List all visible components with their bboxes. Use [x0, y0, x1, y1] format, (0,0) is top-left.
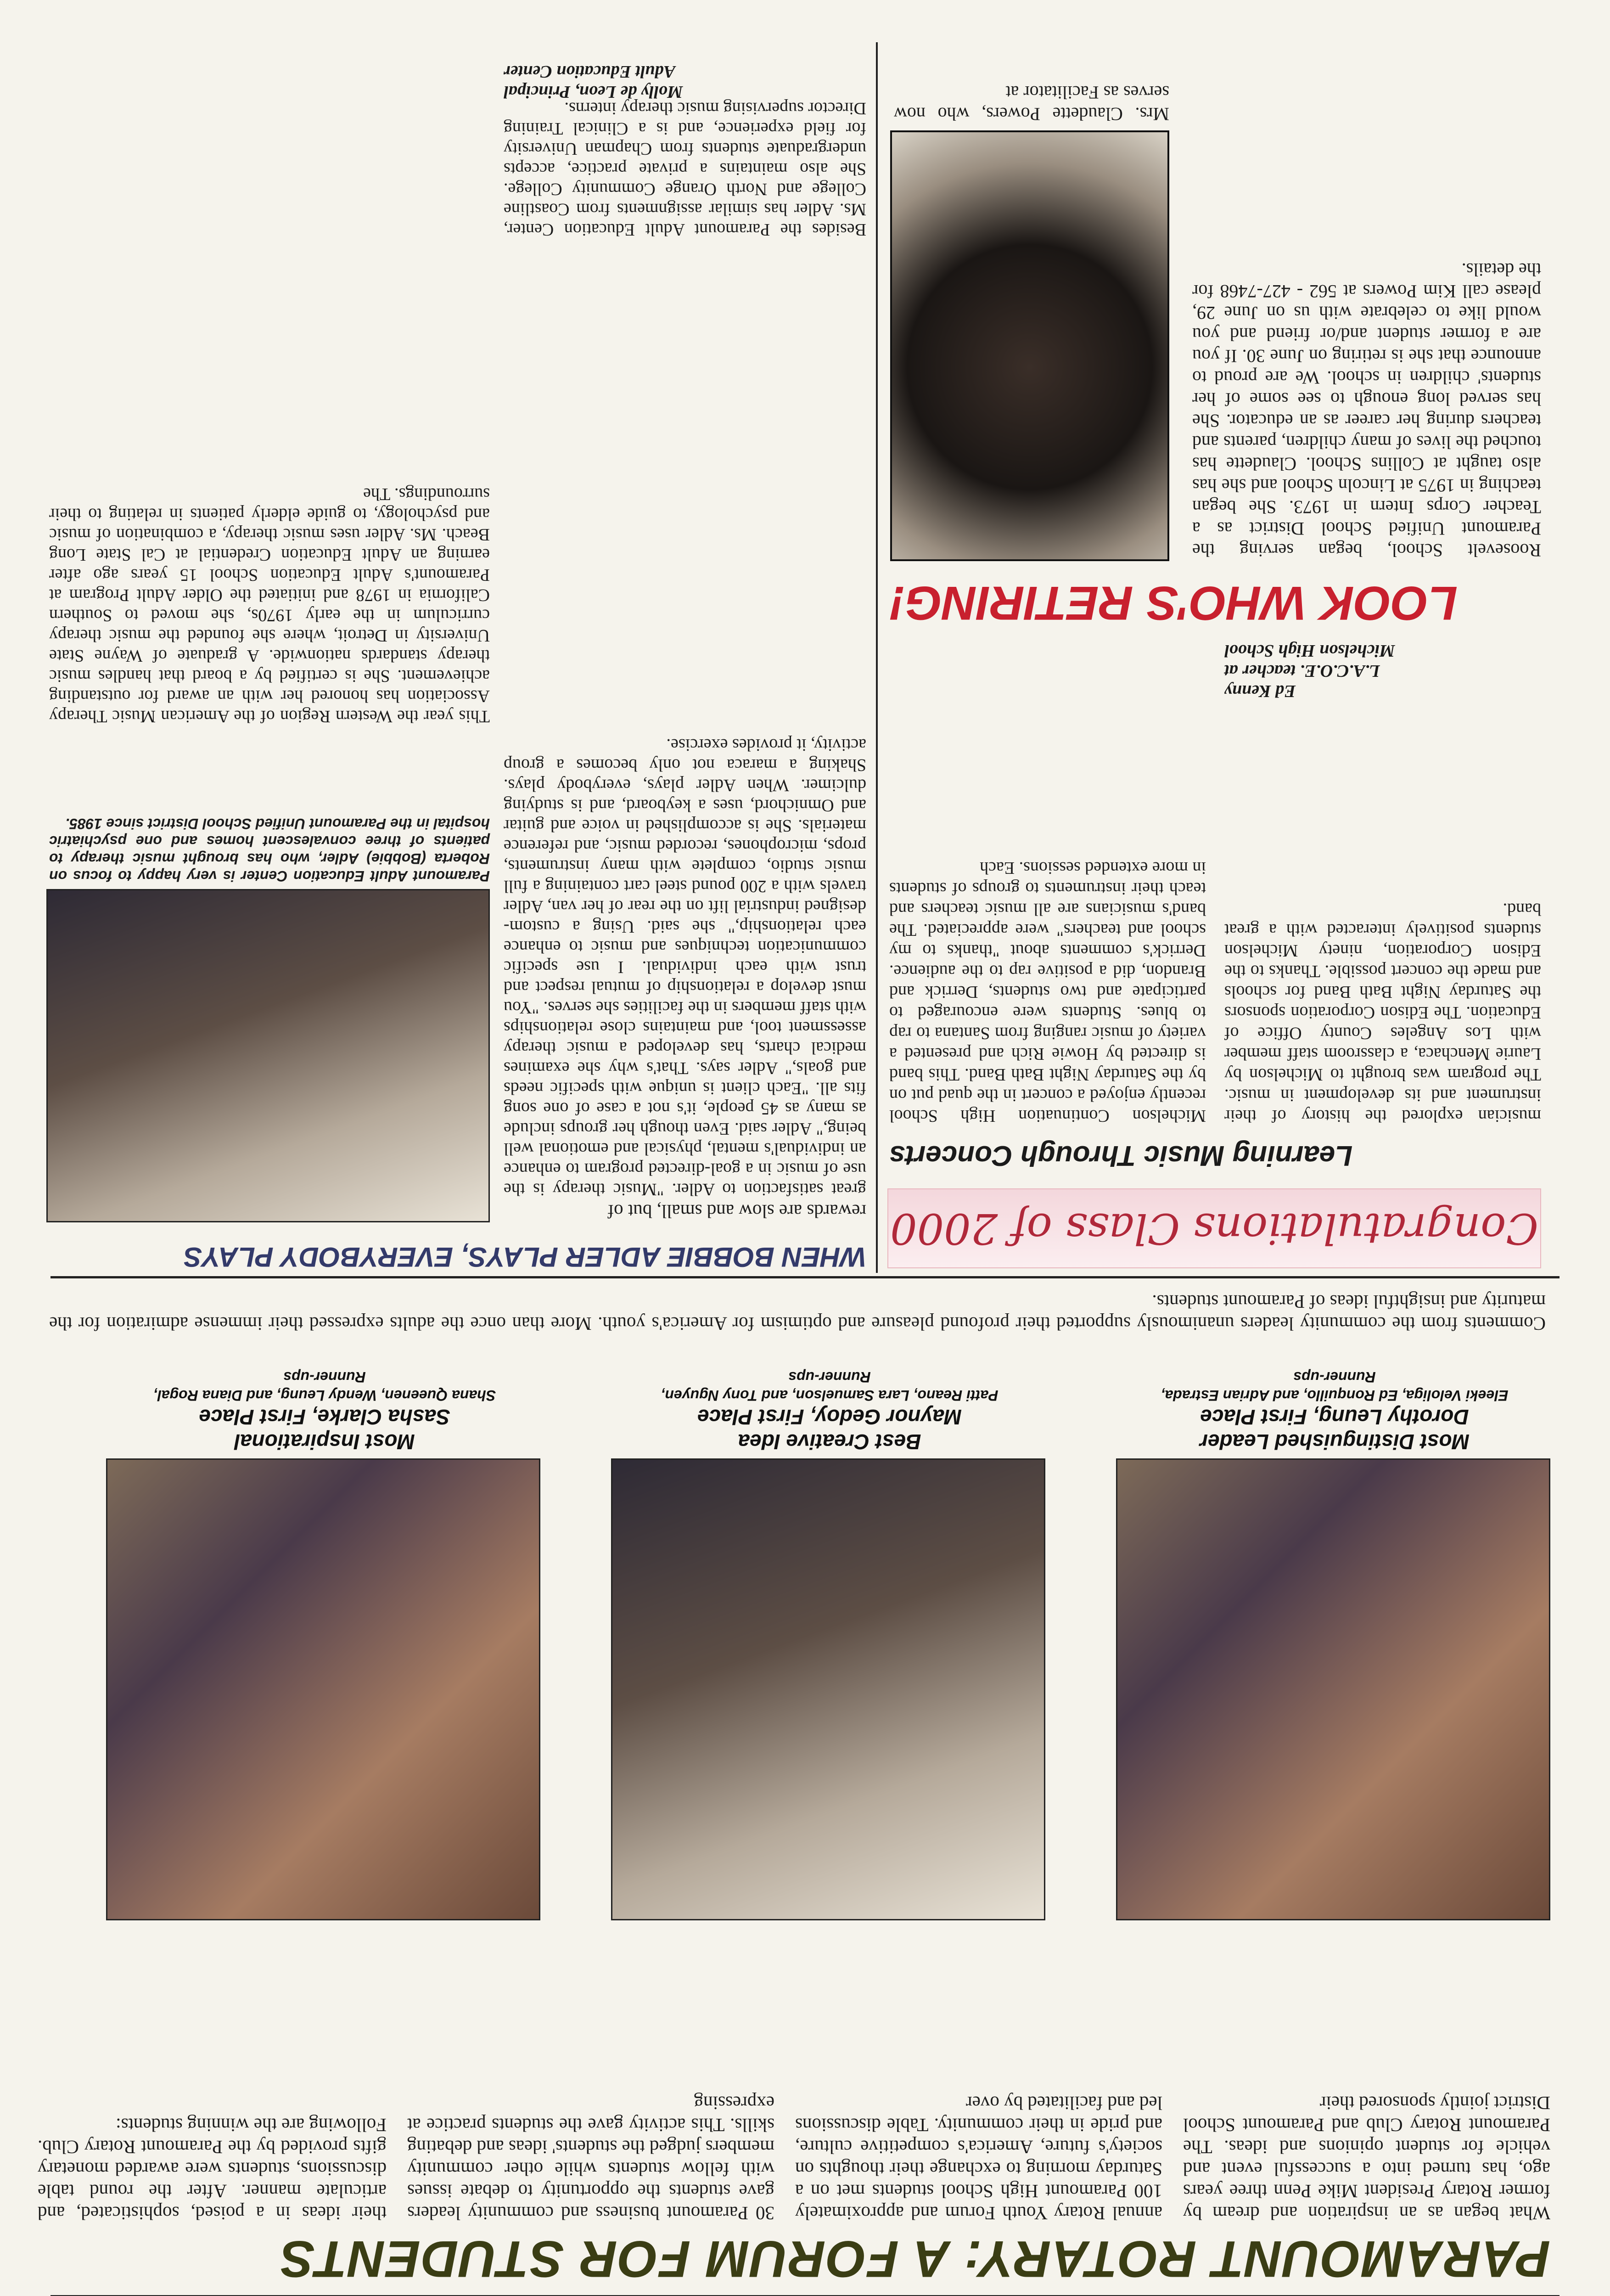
- award-title: Most Inspirational: [234, 1430, 415, 1454]
- award-winner: Sasha Clarke, First Place: [199, 1405, 450, 1429]
- concerts-byline-name: Ed Kenny: [1224, 681, 1296, 701]
- award-runners: Shana Queenen, Wendy Leung, and Diana Rogal,: [153, 1387, 496, 1404]
- concerts-byline: [1224, 641, 1541, 701]
- rotary-col-2: annual Rotary Youth Forum and approximately 100 Paramount High School students met on a Saturday morning to exchange their thoughts on society's future, America's competitive culture, and pride in their community. Table discussions led and facilitated by over: [795, 2093, 1162, 2224]
- award-title: Most Distinguished Leader: [1200, 1430, 1470, 1454]
- adler-col-3: Besides the Paramount Adult Education Center, Ms. Adler has similar assignments from Coastline College and North Orange Community College. She also maintains a private practice, accepts undergraduate students from Chapman University for field experience, and is a Clinical Training Director supervising music therapy interns.: [504, 99, 866, 239]
- adler-col-lead: rewards are slow and small, but of: [607, 1201, 866, 1222]
- caption-creative: [614, 1368, 1045, 1454]
- adler-byline-name: Molly de Leon, Principal: [504, 82, 683, 101]
- concerts-title: Learning Music Through Concerts: [889, 1140, 1353, 1171]
- award-runners-label: Runner-ups: [283, 1369, 366, 1385]
- retiree-photo-caption: Mrs. Claudette Powers, who now serves as Facilitator at: [894, 82, 1169, 124]
- column-divider: [876, 42, 878, 1273]
- award-title: Best Creative Idea: [738, 1430, 921, 1454]
- congrats-text: Congratulations Class of 2000: [890, 1204, 1538, 1253]
- winner-photo-creative: [611, 1458, 1045, 1920]
- rotary-col-4: their ideas in a poised, sophisticated, and articulate manner. After the round table discussions, students were awarded monetary gifts provided by the Paramount Rotary Club. Following are the winning students:: [38, 2115, 387, 2224]
- award-runners: Eleeki Veloliga, Ed Ronquillo, and Adrian Estrada,: [1161, 1387, 1509, 1404]
- award-winner: Maynor Gedoy, First Place: [697, 1405, 962, 1429]
- concerts-col-2: musician explored the history of their instrument and its development in music. The program was brought to Michelson by Laurie Menchaca, a classroom staff member with Los Angeles County Office of Education. The Edison Corporation sponsors the Saturday Night Bath Band for schools and made the concert possible. Thanks to the Edison Corporation, ninety Michelson students positively interacted with a great band.: [1224, 900, 1541, 1125]
- adler-byline-org: Adult Education Center: [504, 62, 675, 81]
- adler-col-2: great satisfaction to Adler. "Music therapy is the use of music in a goal-directed program to enhance an individual's mental, physical and emotional well being," Adler said. Even though her groups include as many as 45 people, it's not a case of one song fits all. "Each client is unique with specific needs and goals," Adler says. That's why she examines medical charts, has developed a music therapy assessment tool, and maintains close relationships with staff members in the facilities she serves. "You must develop a relationship of mutual respect and trust with each individual. I use specific communication techniques and music to enhance each relationship," she said. Using a custom-designed industrial lift on the rear of her van, Adler travels with a 200 pound steel cart containing a full music studio, complete with many instruments, props, microphones, recorded music, and reference materials. She is accomplished in voice and guitar and Omnichord, uses a keyboard, and is studying dulcimer. When Adler plays, everybody plays. Shaking a maraca not only becomes a group activity, it provides exercise.: [504, 735, 866, 1199]
- retiree-photo: [890, 130, 1169, 561]
- award-runners: Patti Reano, Lara Samuelson, and Tony Nguyen,: [661, 1387, 999, 1404]
- adler-photo: [46, 889, 490, 1222]
- adler-col-1: This year the Western Region of the American Music Therapy Association has honored her with an award for outstanding achievement. She is certified by a board that handles music therapy standards nationwide. A graduate of Wayne State University in Detroit, where she founded the music therapy curriculum in the early 1970s, she moved to Southern California in 1978 and initiated the Older Adult Program at Paramount's Adult Education School 15 years ago after earning an Adult Education Credential at Cal State Long Beach. Ms. Adler uses music therapy, a combination of music and psychology, to guide elderly patients in relating to their surroundings. The: [49, 484, 490, 726]
- caption-distinguished: [1119, 1368, 1550, 1454]
- caption-inspirational: [109, 1368, 540, 1454]
- award-winner: Dorothy Leung, First Place: [1200, 1405, 1469, 1429]
- concerts-col-1: Michelson Continuation High School recently enjoyed a concert in the quad put on by the Saturday Night Bath Band. This band is directed by Howie Rich and presented a variety of music ranging from Santana to rap to blues. Students were encouraged to participate and two students, Derrick and Brandon, did a positive rap to the audience. Derrick's comments about "thanks to my school and teachers" were appreciated. The band's musicians are all music teachers and teach their instruments to groups of students in more extended sessions. Each: [889, 858, 1206, 1125]
- award-runners-label: Runner-ups: [1293, 1369, 1376, 1385]
- rotary-col-3: 30 Paramount business and community leaders gave students the opportunity to debate issues with fellow students while other community members judged the students' ideas and debating skills. This activity gave the students practice at expressing: [407, 2093, 774, 2224]
- concerts-byline-role: L.A.C.O.E. teacher at: [1224, 661, 1380, 681]
- winner-photo-distinguished: [1116, 1458, 1550, 1920]
- concerts-byline-school: Michelson High School: [1224, 641, 1395, 660]
- congrats-banner: [887, 1188, 1541, 1268]
- rotary-col-1: What began as an inspiration and dream by former Rotary President Mike Penn three years ago, has turned into a successful event and vehicle for student opinions and ideas. The Paramount Rotary Club and Paramount School District jointly sponsored their: [1183, 2093, 1550, 2224]
- adler-photo-caption: Paramount Adult Education Center is very happy to focus on Roberta (Bobbie) Adler, who has brought music therapy to patients of three convalescent homes and one psychiatric hospital in the Paramount Unified School District since 1985.: [49, 816, 490, 884]
- adler-byline: [504, 62, 866, 102]
- retiring-body: Roosevelt School, began serving the Paramount Unified School District as a Teacher Corps Intern in 1973. She began teaching in 1975 at Lincoln School and she has also taught at Collins School. Claudette has touched the lives of many children, parents and teachers during her career as an educator. She has served long enough to see some of her students' children in school. We are proud to announce that she is retiring on June 30. If you are a former student and/or friend and you would like to celebrate with us on June 29, please call Kim Powers at 562 - 427-7468 for the details.: [1192, 259, 1541, 561]
- rotary-closing: Comments from the community leaders unanimously supported their profound pleasure and optimism for America's youth. More than once the adults expressed their immense admiration for the maturity and insightful ideas of Paramount students.: [49, 1291, 1546, 1334]
- award-runners-label: Runner-ups: [788, 1369, 871, 1385]
- rotary-title: PARAMOUNT ROTARY: A FORUM FOR STUDENTS: [279, 2230, 1550, 2288]
- retiring-title: LOOK WHO'S RETIRING!: [889, 576, 1458, 630]
- adler-title: WHEN BOBBIE ADLER PLAYS, EVERYBODY PLAYS: [184, 1242, 866, 1272]
- winner-photo-inspirational: [106, 1458, 540, 1920]
- section-rule: [50, 1276, 1560, 1278]
